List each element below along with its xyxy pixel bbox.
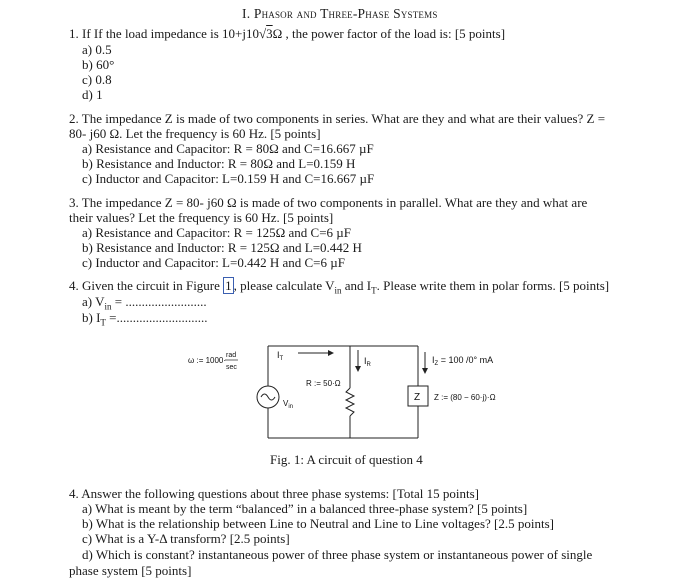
q4-b-blank: =............................ [105,310,208,325]
omega-unit-den: sec [226,364,237,371]
q4-a-blank: = ......................... [111,294,207,309]
q2-option-a: a) Resistance and Capacitor: R = 80Ω and C=16.667 µF [82,141,374,156]
q1-option-b: b) 60° [82,57,115,72]
q4-stem-d: . Please write them in polar forms. [5 points] [376,278,610,293]
q4-sub-t: T [371,285,377,296]
q4-b-sub: T [100,317,106,328]
section-title [242,6,438,21]
q5-item-d-cont: phase system [5 points] [69,563,192,578]
q2-line1: 2. The impedance Z is made of two components in series. What are they and what are their values? Z = [69,111,606,126]
section-title-part2: Three-Phase Systems [320,6,438,21]
q5-item-b: b) What is the relationship between Line to Neutral and Line to Line voltages? [2.5 points] [82,516,554,531]
q3-option-b: b) Resistance and Inductor: R = 125Ω and L=0.442 H [82,240,362,255]
q2-option-c: c) Inductor and Capacitor: L=0.159 H and C=16.667 µF [82,171,375,186]
omega-label: ω := 1000· [188,356,227,365]
q5-item-d: d) Which is constant? instantaneous power of three phase system or instantaneous power of single [82,547,593,562]
iz-label: $I_Z = 100$ /0° mA [432,355,494,367]
q1-stem-b: Ω , the power factor of the load is: [5 points] [272,26,506,41]
ir-arrowhead [355,366,361,372]
q1-option-d: d) 1 [82,87,103,102]
r-label: R := 50·Ω [306,379,341,388]
vin-label: $V_{in}$ [283,399,294,410]
it-label: $I_T$ [277,350,284,362]
figure-link[interactable]: 1 [225,278,232,293]
q1-stem [69,26,505,41]
q4-stem-a: 4. Given the circuit in Figure [69,278,224,293]
q2-option-b: b) Resistance and Inductor: R = 80Ω and L=0.159 H [82,156,356,171]
z-box-label: Z [414,392,421,403]
sqrt-symbol: √ [259,26,267,41]
section-title-part1: Phasor and [253,6,321,21]
iz-arrowhead [422,368,428,374]
q1-option-c: c) 0.8 [82,72,112,87]
resistor-symbol [346,388,354,416]
q3-option-c: c) Inductor and Capacitor: L=0.442 H and C=6 µF [82,255,345,270]
q5-stem: 4. Answer the following questions about three phase systems: [Total 15 points] [69,486,479,501]
q4-sub-in: in [334,285,342,296]
q1-stem-a: 1. If If the load impedance is 10+j10 [69,26,259,41]
circuit-diagram [188,338,528,443]
q4-a-prefix: a) V [82,294,105,309]
q4-answer-b [82,310,208,331]
ir-label: $I_R$ [364,356,371,368]
omega-unit-num: rad [226,352,237,359]
q3-line2: their values? Let the frequency is 60 Hz. [5 points] [69,210,334,225]
z-label: Z := (80 − 60·j)·Ω [434,393,496,402]
figure-caption: Fig. 1: A circuit of question 4 [270,452,423,467]
q2-line2: 80- j60 Ω. Let the frequency is 60 Hz. [5 points] [69,126,321,141]
section-number: I. [242,6,251,21]
q5-item-c: c) What is a Y-Δ transform? [2.5 points] [82,531,290,546]
q1-sqrt-value: 3 [266,26,273,41]
ac-wave-symbol [261,394,275,400]
q5-item-a: a) What is meant by the term “balanced” in a balanced three-phase system? [5 points] [82,501,528,516]
q3-option-a: a) Resistance and Capacitor: R = 125Ω and C=6 µF [82,225,352,240]
q4-stem-c: and I [341,278,372,293]
q4-stem-b: , please calculate V [233,278,335,293]
q3-line1: 3. The impedance Z = 80- j60 Ω is made of two components in parallel. What are they and what are [69,195,588,210]
q4-a-sub: in [104,301,112,312]
q1-option-a: a) 0.5 [82,42,112,57]
q4-b-prefix: b) I [82,310,101,325]
it-arrowhead [328,350,334,356]
